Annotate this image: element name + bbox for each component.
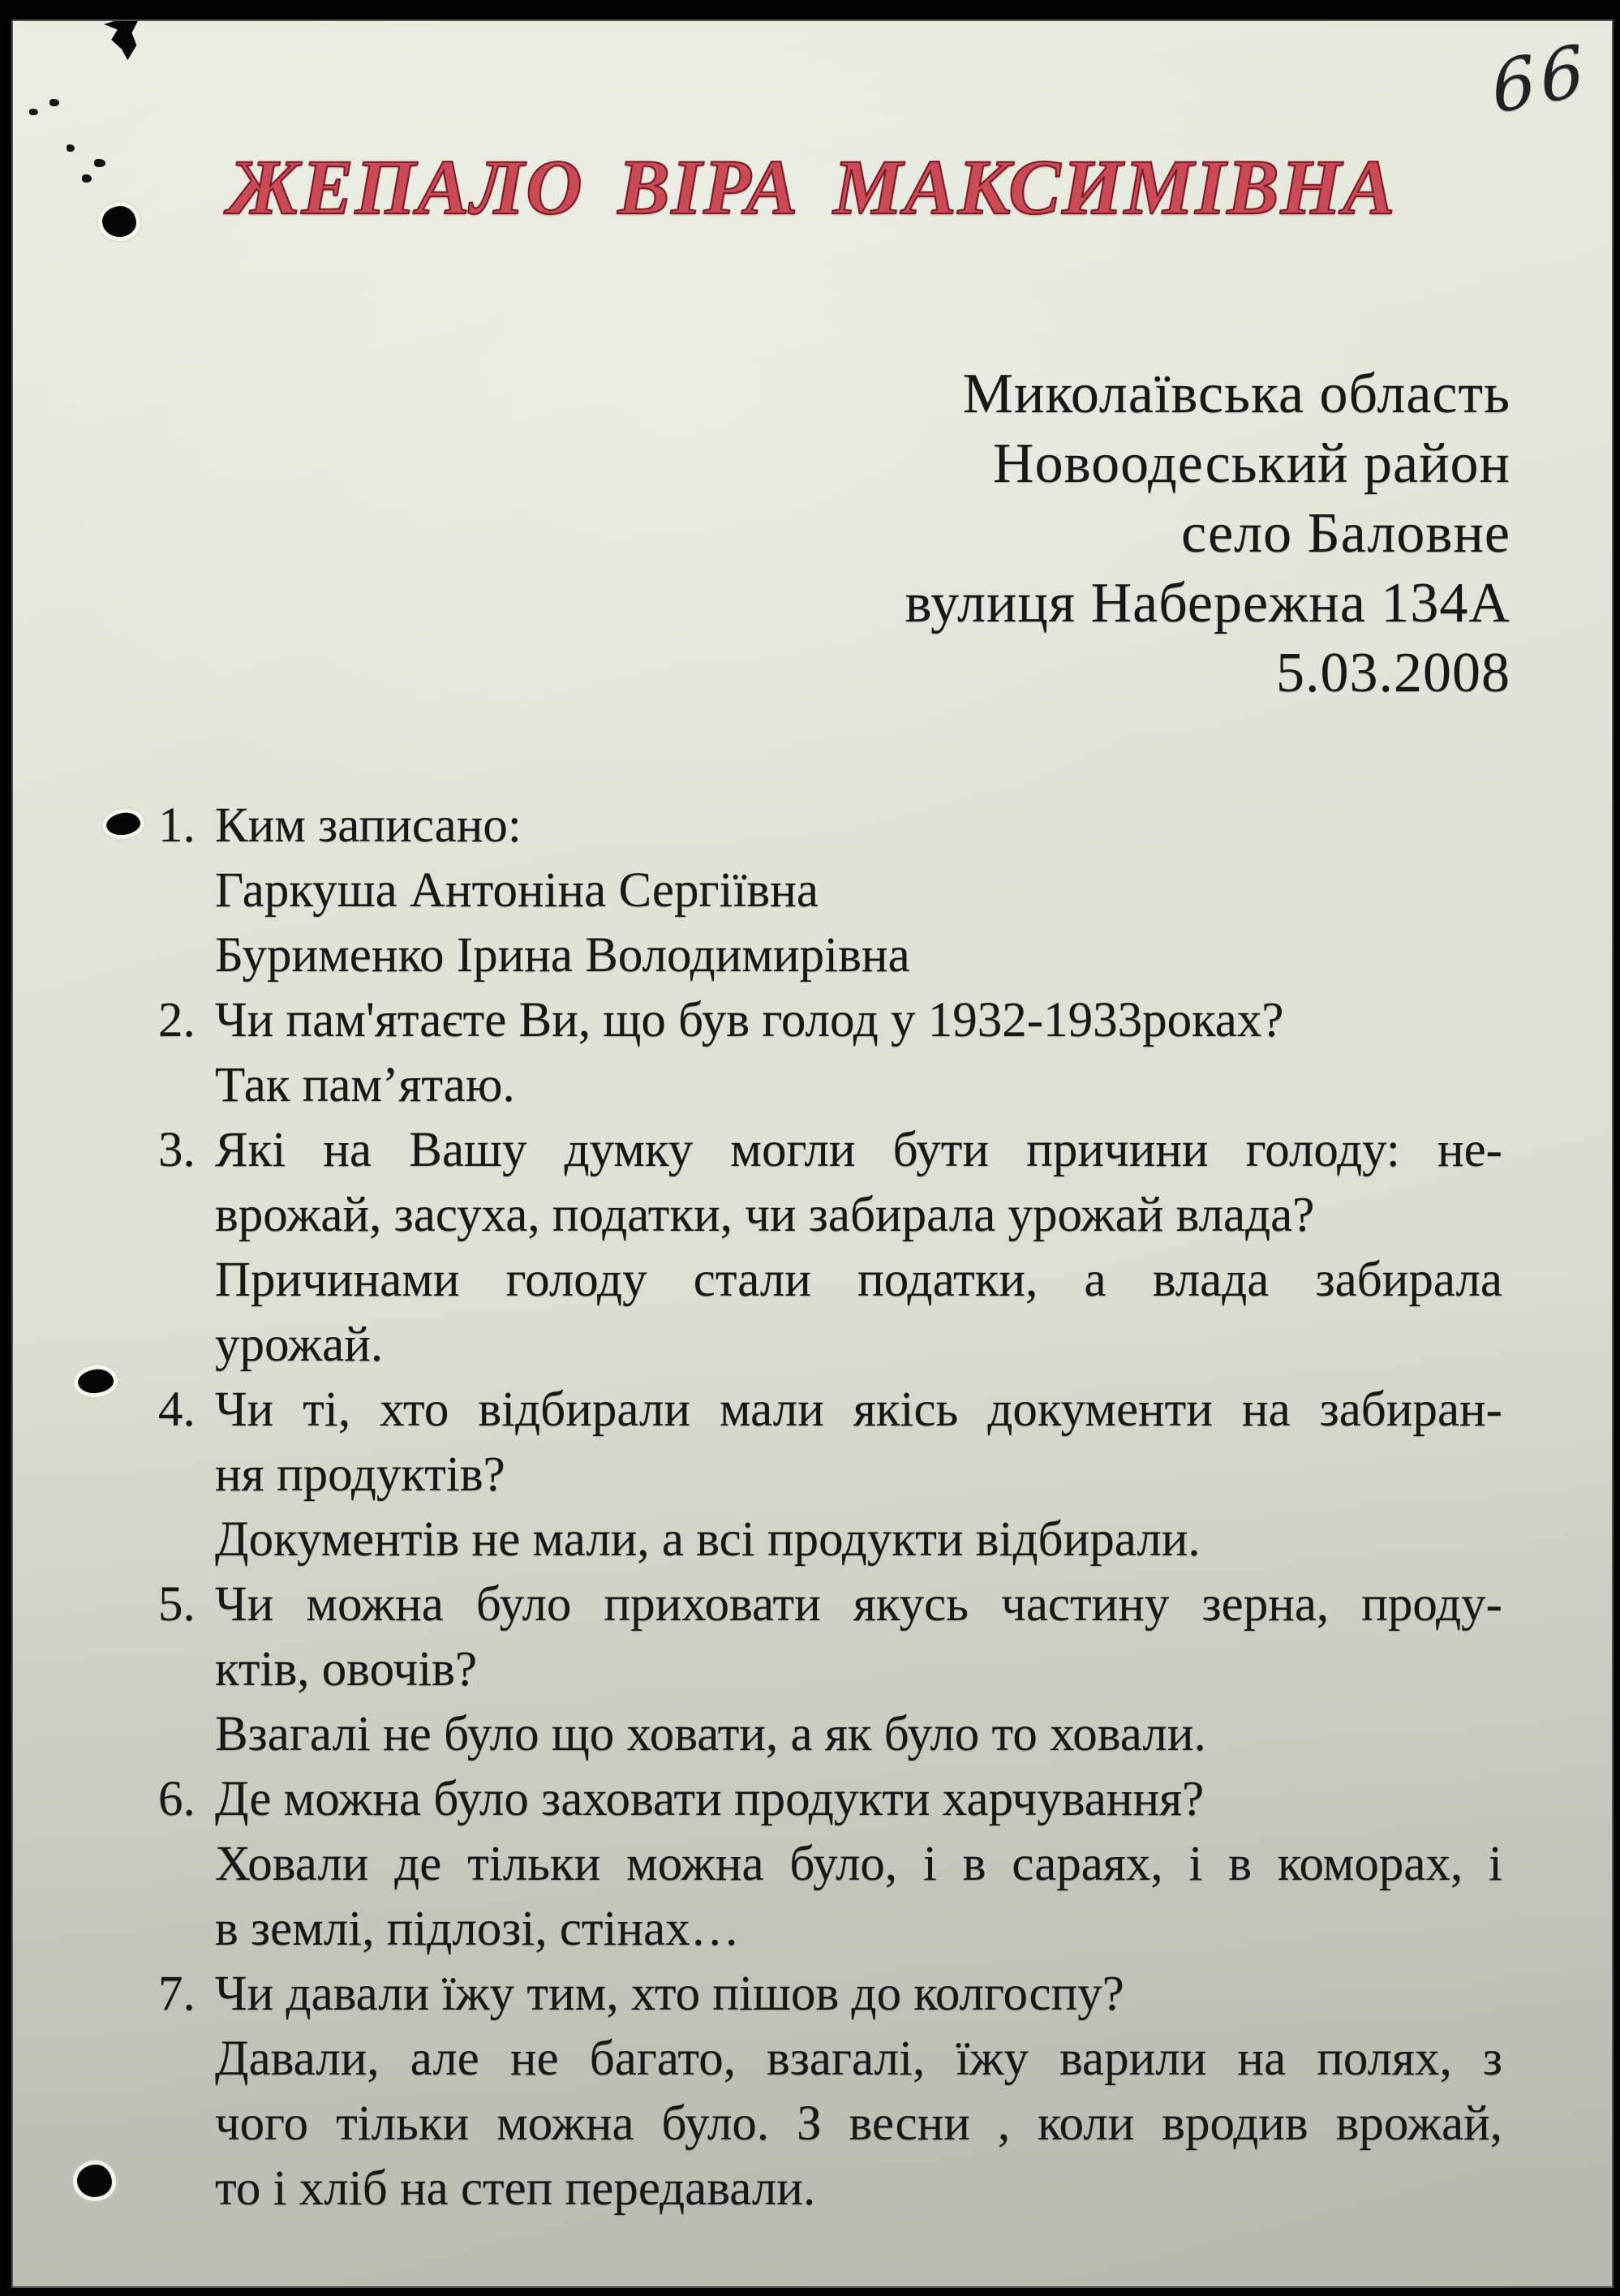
qa-line: [158, 1313, 1502, 1378]
qa-text: Чи можна було приховати якусь частину зерна, проду-: [215, 1577, 1502, 1632]
qa-line: [158, 858, 1502, 923]
address-line: село Баловне: [1181, 502, 1510, 565]
address-block: [905, 359, 1510, 708]
address-line: Миколаївська область: [962, 363, 1510, 425]
qa-text: Чи пам'ятаєте Ви, що був голод у 1932-1933роках?: [215, 993, 1284, 1047]
qa-line: [158, 1443, 1502, 1507]
qa-line: [158, 1183, 1502, 1248]
address-line: 5.03.2008: [1276, 642, 1510, 704]
qa-line: [158, 2027, 1502, 2092]
qa-line: [158, 1702, 1502, 1767]
qa-number: 4.: [158, 1382, 196, 1437]
qa-item: [158, 1962, 1502, 2221]
qa-number: 5.: [158, 1577, 196, 1632]
paper-tear-mark: [104, 21, 138, 60]
qa-text: Причинами голоду стали податки, а влада забирала: [215, 1253, 1502, 1307]
paper-speck: [67, 144, 75, 152]
qa-text: ктів, овочів?: [215, 1642, 478, 1696]
paper-speck: [49, 99, 59, 106]
qa-item: [158, 1767, 1502, 1962]
handwritten-page-number: 66: [1488, 28, 1593, 131]
qa-line: [158, 2092, 1502, 2156]
qa-text: Чи ті, хто відбирали мали якісь документи на забиран-: [215, 1382, 1502, 1437]
qa-number: 7.: [158, 1967, 196, 2021]
qa-line: [158, 1767, 1502, 1832]
qa-text: Так пам’ятаю.: [215, 1058, 515, 1112]
document-page: [13, 21, 1612, 2286]
qa-item: [158, 1572, 1502, 1767]
qa-text: Які на Вашу думку могли бути причини голоду: не-: [215, 1123, 1502, 1177]
qa-list: [158, 793, 1502, 2221]
punch-hole: [102, 206, 136, 237]
qa-text: Взагалі не було що ховати, а як було то ховали.: [215, 1707, 1206, 1761]
qa-line: [158, 923, 1502, 988]
paper-speck: [29, 109, 38, 115]
qa-number: 1.: [158, 798, 196, 853]
qa-text: Документів не мали, а всі продукти відбирали.: [215, 1512, 1201, 1567]
qa-text: врожай, засуха, податки, чи забирала урожай влада?: [215, 1188, 1315, 1242]
qa-line: [158, 1118, 1502, 1183]
qa-number: 3.: [158, 1123, 196, 1177]
qa-line: [158, 1378, 1502, 1443]
qa-line: [158, 1637, 1502, 1702]
qa-text: Давали, але не багато, взагалі, їжу варили на полях, з: [215, 2032, 1502, 2086]
address-line: вулиця Набережна 134А: [905, 572, 1510, 634]
qa-line: [158, 2156, 1502, 2221]
qa-line: [158, 1572, 1502, 1637]
qa-item: [158, 793, 1502, 988]
qa-item: [158, 988, 1502, 1118]
qa-text: урожай.: [215, 1318, 384, 1372]
qa-number: 2.: [158, 993, 196, 1047]
qa-item: [158, 1118, 1502, 1378]
qa-text: Гаркуша Антоніна Сергіївна: [215, 863, 819, 918]
qa-text: чого тільки можна було. З весни , коли вродив врожай,: [215, 2096, 1502, 2151]
qa-line: [158, 1962, 1502, 2027]
qa-line: [158, 1248, 1502, 1313]
qa-line: [158, 1053, 1502, 1118]
paper-speck: [94, 159, 105, 167]
qa-line: [158, 988, 1502, 1053]
qa-text: Де можна було заховати продукти харчування?: [215, 1772, 1205, 1826]
qa-item: [158, 1378, 1502, 1572]
qa-text: то і хліб на степ передавали.: [215, 2161, 816, 2216]
qa-text: Ховали де тільки можна було, і в сараях, і в коморах, і: [215, 1837, 1502, 1891]
punch-hole: [105, 810, 141, 837]
qa-line: [158, 1507, 1502, 1572]
paper-speck: [82, 174, 92, 183]
punch-hole: [77, 1368, 115, 1395]
qa-line: [158, 1897, 1502, 1962]
punch-hole: [77, 2165, 112, 2197]
qa-line: [158, 793, 1502, 858]
qa-text: в землі, підлозі, стінах…: [215, 1902, 740, 1956]
qa-number: 6.: [158, 1772, 196, 1826]
qa-text: ня продуктів?: [215, 1447, 505, 1502]
page-title: ЖЕПАЛО ВІРА МАКСИМІВНА: [228, 144, 1397, 230]
qa-text: Ким записано:: [215, 798, 522, 853]
qa-text: Чи давали їжу тим, хто пішов до колгоспу?: [215, 1967, 1124, 2021]
qa-line: [158, 1832, 1502, 1897]
address-line: Новоодеський район: [993, 432, 1510, 495]
qa-text: Бурименко Ірина Володимирівна: [215, 928, 910, 982]
